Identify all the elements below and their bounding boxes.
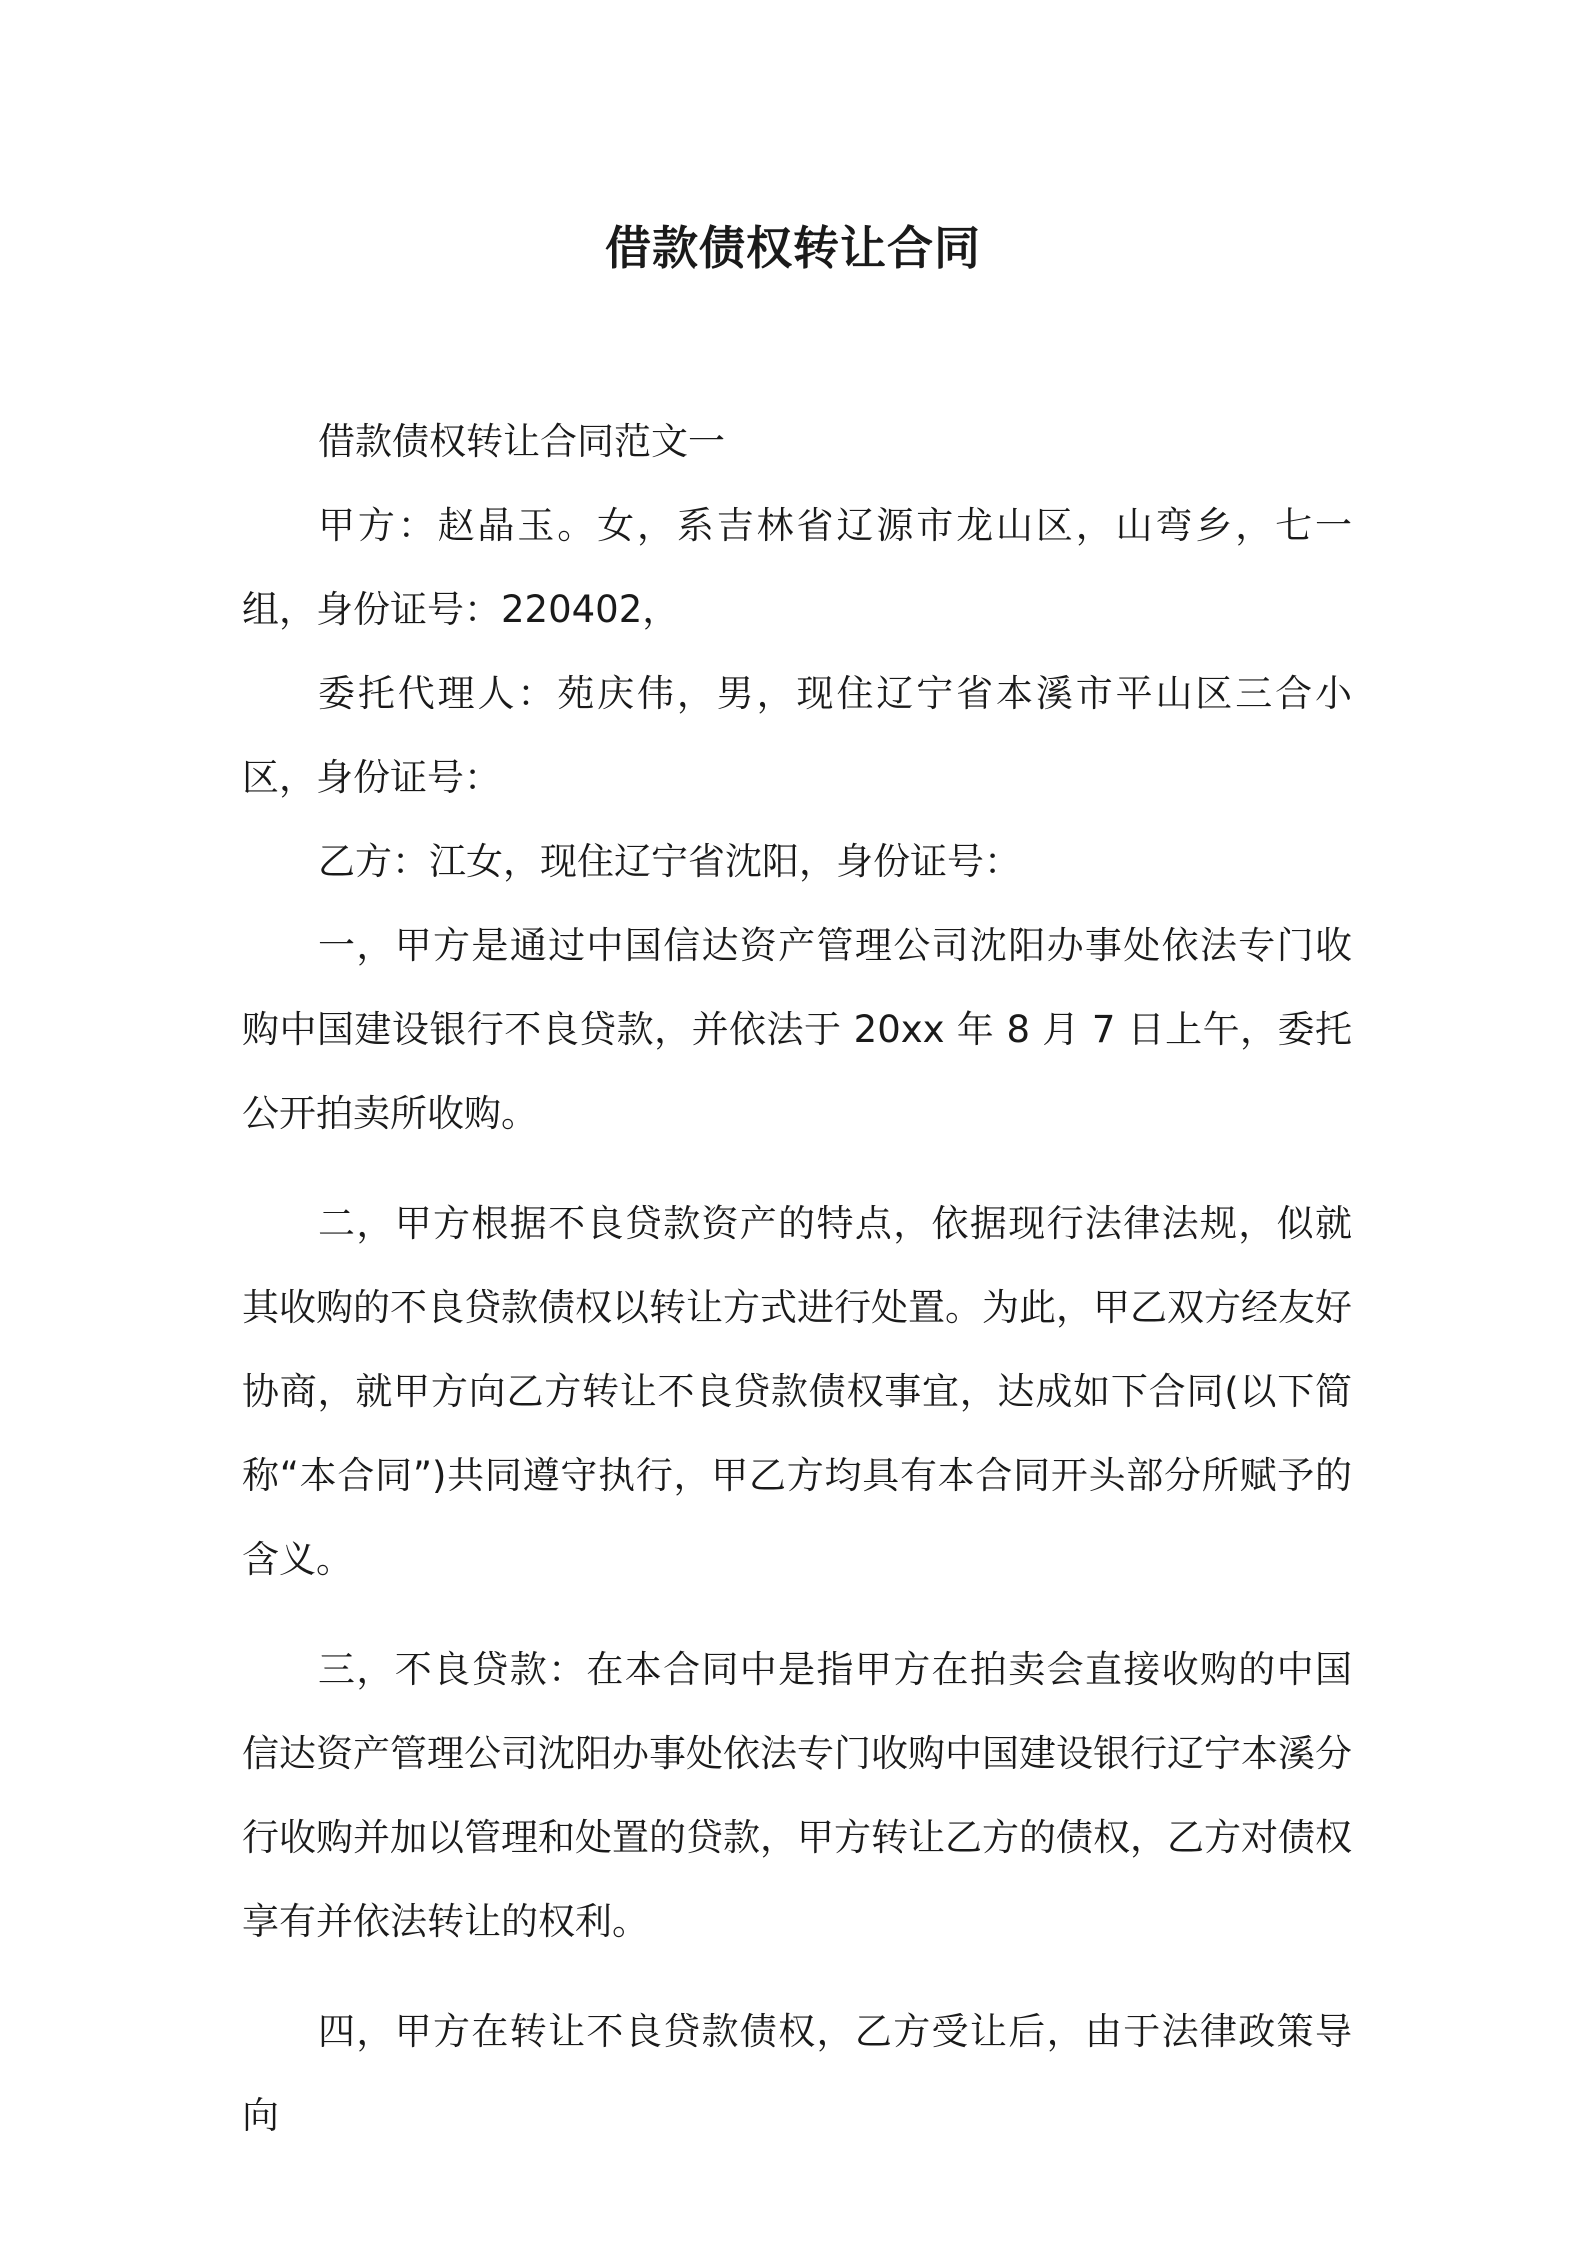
paragraph-agent: 委托代理人：苑庆伟，男，现住辽宁省本溪市平山区三合小区，身份证号： <box>242 672 1352 799</box>
paragraph-clause-2: 二，甲方根据不良贷款资产的特点，依据现行法律法规，似就其收购的不良贷款债权以转让方式进行处置。为此，甲乙双方经友好协商，就甲方向乙方转让不良贷款债权事宜，达成如下合同(以下简称“本合同”)共同遵守执行，甲乙方均具有本合同开头部分所赋予的含义。 <box>242 1202 1352 1581</box>
document-title: 借款债权转让合同 <box>605 221 981 275</box>
paragraph-clause-4: 四，甲方在转让不良贷款债权，乙方受让后，由于法律政策导向 <box>242 2010 1352 2137</box>
paragraph-clause-1: 一，甲方是通过中国信达资产管理公司沈阳办事处依法专门收购中国建设银行不良贷款，并依法于 20xx 年 8 月 7 日上午，委托公开拍卖所收购。 <box>242 924 1352 1135</box>
paragraph-clause-3: 三，不良贷款：在本合同中是指甲方在拍卖会直接收购的中国信达资产管理公司沈阳办事处依法专门收购中国建设银行辽宁本溪分行收购并加以管理和处置的贷款，甲方转让乙方的债权，乙方对债权享有并依法转让的权利。 <box>242 1648 1352 1943</box>
paragraph-party-b: 乙方：江女，现住辽宁省沈阳，身份证号： <box>318 840 1021 883</box>
document-body <box>242 400 1352 2184</box>
paragraph-subtitle: 借款债权转让合同范文一 <box>318 420 725 463</box>
paragraph-party-a: 甲方：赵晶玉。女，系吉林省辽源市龙山区，山弯乡，七一组，身份证号：220402， <box>242 504 1352 631</box>
